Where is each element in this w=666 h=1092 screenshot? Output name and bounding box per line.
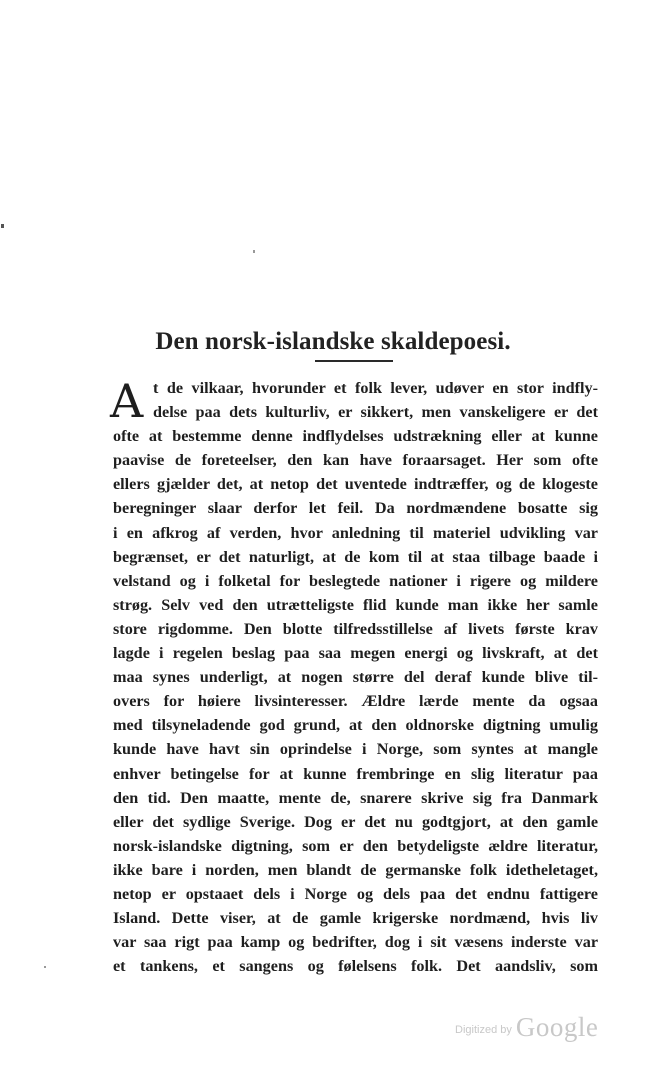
body-paragraph <box>110 374 598 978</box>
text-line: maa synes underligt, at nogen større del deraf kunde blive til- <box>113 668 598 687</box>
text-line: Island. Dette viser, at de gamle krigerske nordmænd, hvis liv <box>113 909 598 928</box>
scan-speck-left <box>1 224 4 228</box>
scan-speck-top <box>253 250 255 253</box>
watermark-prefix: Digitized by <box>455 1024 512 1036</box>
text-line: ofte at bestemme denne indflydelses udstrækning eller at kunne <box>113 427 598 446</box>
text-line: med tilsyneladende god grund, at den oldnorske digtning umulig <box>113 716 598 735</box>
scan-speck-bottom <box>44 966 46 968</box>
text-line: i en afkrog af verden, hvor anledning til materiel udvikling var <box>113 523 598 542</box>
text-line: lagde i regelen beslag paa saa megen energi og livskraft, at det <box>113 644 598 663</box>
text-line: velstand og i folketal for beslegtede nationer i rigere og mildere <box>113 571 598 590</box>
text-line: t de vilkaar, hvorunder et folk lever, udøver en stor indfly- <box>153 379 598 397</box>
text-line: var saa rigt paa kamp og bedrifter, dog i sit væsens inderste var <box>113 933 598 952</box>
google-digitized-watermark <box>455 1012 598 1043</box>
title-rule-divider <box>315 360 393 362</box>
text-line: kunde have havt sin oprindelse i Norge, som syntes at mangle <box>113 740 598 759</box>
text-line: netop er opstaaet dels i Norge og dels paa det endnu fattigere <box>113 884 598 903</box>
text-line: eller det sydlige Sverige. Dog er det nu godtgjort, at den gamle <box>113 812 598 831</box>
text-line: enhver betingelse for at kunne frembringe en slig literatur paa <box>113 764 598 783</box>
text-line: strøg. Selv ved den utrætteligste flid kunde man ikke her samle <box>113 595 598 614</box>
google-logo-text: Google <box>515 1012 599 1042</box>
text-line: norsk-islandske digtning, som er den betydeligste ældre literatur, <box>113 836 598 855</box>
drop-cap: A <box>110 374 144 428</box>
text-line: den tid. Den maatte, mente de, snarere skrive sig fra Danmark <box>113 788 598 807</box>
text-line: ikke bare i norden, men blandt de germanske folk idetheletaget, <box>113 860 598 879</box>
text-line: paavise de foreteelser, den kan have foraarsaget. Her som ofte <box>113 451 598 470</box>
text-line: overs for høiere livsinteresser. Ældre lærde mente da ogsaa <box>113 692 598 711</box>
chapter-title: Den norsk-islandske skaldepoesi. <box>155 327 511 355</box>
text-line: delse paa dets kulturliv, er sikkert, men vanskeligere er det <box>153 403 598 422</box>
text-line: begrænset, er det naturligt, at de kom til at staa tilbage baade i <box>113 547 598 566</box>
text-line: ellers gjælder det, at netop det uventede indtræffer, og de klogeste <box>113 475 598 494</box>
text-line: store rigdomme. Den blotte tilfredsstillelse af livets første krav <box>113 619 598 638</box>
text-line: et tankens, et sangens og følelsens folk. Det aandsliv, som <box>113 957 598 976</box>
text-line: beregninger slaar derfor let feil. Da nordmændene bosatte sig <box>113 499 598 518</box>
